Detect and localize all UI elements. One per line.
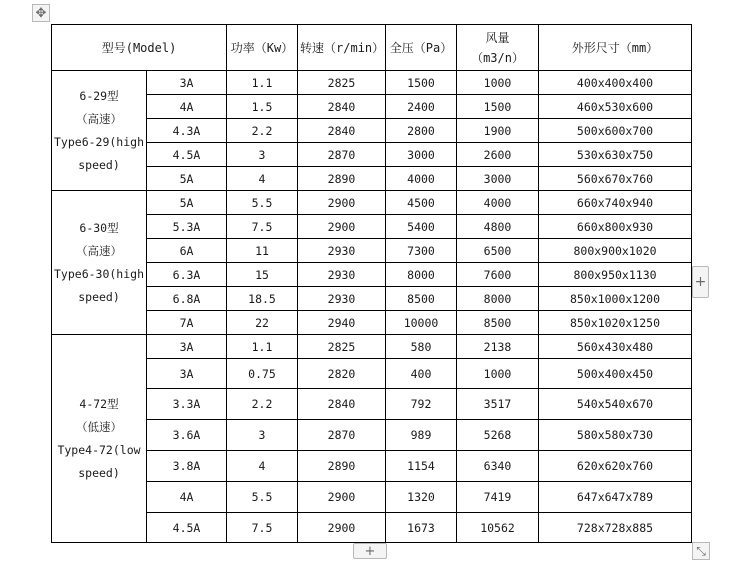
speed-cell: 2930	[298, 239, 386, 263]
model-cell: 3.6A	[147, 420, 227, 451]
speed-cell: 2930	[298, 287, 386, 311]
table-row	[52, 95, 692, 119]
pressure-cell: 989	[386, 420, 457, 451]
speed-cell: 2890	[298, 167, 386, 191]
model-cell: 6.3A	[147, 263, 227, 287]
airflow-cell: 1000	[457, 359, 539, 389]
series-label-line: speed)	[78, 289, 120, 304]
model-cell: 7A	[147, 311, 227, 335]
header-speed: 转速（r/min）	[298, 25, 386, 71]
move-table-handle-icon[interactable]: ✥	[32, 4, 50, 22]
speed-cell: 2870	[298, 420, 386, 451]
series-label-line: （高速）	[76, 243, 122, 258]
table-row	[52, 143, 692, 167]
pressure-cell: 4000	[386, 167, 457, 191]
pressure-cell: 10000	[386, 311, 457, 335]
speed-cell: 2825	[298, 71, 386, 95]
size-cell: 500x400x450	[539, 359, 692, 389]
series-label-line: Type4-72(low	[57, 442, 141, 457]
power-cell: 15	[227, 263, 298, 287]
pressure-cell: 3000	[386, 143, 457, 167]
pressure-cell: 2800	[386, 119, 457, 143]
airflow-cell: 4800	[457, 215, 539, 239]
size-cell: 580x580x730	[539, 420, 692, 451]
power-cell: 4	[227, 451, 298, 482]
series-label-cell	[52, 335, 147, 543]
model-cell: 4.5A	[147, 513, 227, 543]
model-cell: 5A	[147, 167, 227, 191]
power-cell: 7.5	[227, 513, 298, 543]
header-power: 功率（Kw）	[227, 25, 298, 71]
series-label-line: 6-29型	[79, 88, 119, 103]
airflow-cell: 3517	[457, 389, 539, 420]
airflow-cell: 3000	[457, 167, 539, 191]
table-row	[52, 119, 692, 143]
airflow-cell: 6340	[457, 451, 539, 482]
speed-cell: 2820	[298, 359, 386, 389]
pressure-cell: 400	[386, 359, 457, 389]
power-cell: 5.5	[227, 191, 298, 215]
power-cell: 22	[227, 311, 298, 335]
add-row-button[interactable]: +	[353, 543, 387, 559]
model-cell: 6A	[147, 239, 227, 263]
power-cell: 1.5	[227, 95, 298, 119]
pressure-cell: 1154	[386, 451, 457, 482]
power-cell: 3	[227, 143, 298, 167]
pressure-cell: 1673	[386, 513, 457, 543]
size-cell: 620x620x760	[539, 451, 692, 482]
size-cell: 850x1020x1250	[539, 311, 692, 335]
header-pressure: 全压（Pa）	[386, 25, 457, 71]
power-cell: 2.2	[227, 119, 298, 143]
series-label-cell	[52, 191, 147, 335]
speed-cell: 2890	[298, 451, 386, 482]
power-cell: 7.5	[227, 215, 298, 239]
speed-cell: 2930	[298, 263, 386, 287]
header-airflow	[457, 25, 539, 71]
series-label-line: 6-30型	[79, 220, 119, 235]
model-cell: 6.8A	[147, 287, 227, 311]
speed-cell: 2900	[298, 482, 386, 513]
series-label-cell	[52, 71, 147, 191]
size-cell: 660x800x930	[539, 215, 692, 239]
model-cell: 3.3A	[147, 389, 227, 420]
table-row	[52, 389, 692, 420]
airflow-cell: 2600	[457, 143, 539, 167]
airflow-cell: 2138	[457, 335, 539, 359]
header-model: 型号(Model)	[52, 25, 227, 71]
airflow-cell: 4000	[457, 191, 539, 215]
table-row	[52, 335, 692, 359]
model-cell: 5A	[147, 191, 227, 215]
table-row	[52, 513, 692, 543]
pressure-cell: 8000	[386, 263, 457, 287]
size-cell: 460x530x600	[539, 95, 692, 119]
power-cell: 1.1	[227, 335, 298, 359]
header-size: 外形尺寸（mm）	[539, 25, 692, 71]
size-cell: 647x647x789	[539, 482, 692, 513]
table-row	[52, 71, 692, 95]
airflow-cell: 8500	[457, 311, 539, 335]
speed-cell: 2870	[298, 143, 386, 167]
table-row	[52, 167, 692, 191]
add-column-button[interactable]: +	[692, 266, 709, 298]
size-cell: 400x400x400	[539, 71, 692, 95]
model-cell: 5.3A	[147, 215, 227, 239]
size-cell: 800x900x1020	[539, 239, 692, 263]
speed-cell: 2840	[298, 119, 386, 143]
resize-table-handle-icon[interactable]: ⤡	[692, 542, 710, 560]
model-cell: 3A	[147, 71, 227, 95]
power-cell: 0.75	[227, 359, 298, 389]
model-cell: 4A	[147, 95, 227, 119]
pressure-cell: 580	[386, 335, 457, 359]
airflow-cell: 1900	[457, 119, 539, 143]
size-cell: 500x600x700	[539, 119, 692, 143]
pressure-cell: 1320	[386, 482, 457, 513]
power-cell: 5.5	[227, 482, 298, 513]
speed-cell: 2900	[298, 215, 386, 239]
model-cell: 3A	[147, 335, 227, 359]
speed-cell: 2840	[298, 95, 386, 119]
pressure-cell: 7300	[386, 239, 457, 263]
airflow-cell: 1000	[457, 71, 539, 95]
model-cell: 3A	[147, 359, 227, 389]
pressure-cell: 1500	[386, 71, 457, 95]
model-cell: 4A	[147, 482, 227, 513]
fan-spec-table	[51, 24, 692, 543]
series-label-line: Type6-30(high	[54, 266, 145, 281]
pressure-cell: 792	[386, 389, 457, 420]
table-row	[52, 451, 692, 482]
size-cell: 800x950x1130	[539, 263, 692, 287]
size-cell: 540x540x670	[539, 389, 692, 420]
table-row	[52, 239, 692, 263]
airflow-cell: 8000	[457, 287, 539, 311]
series-label-line: speed)	[78, 465, 120, 480]
airflow-cell: 1500	[457, 95, 539, 119]
size-cell: 560x670x760	[539, 167, 692, 191]
table-row	[52, 263, 692, 287]
power-cell: 3	[227, 420, 298, 451]
power-cell: 2.2	[227, 389, 298, 420]
header-row	[52, 25, 692, 71]
table-row	[52, 191, 692, 215]
table-row	[52, 287, 692, 311]
speed-cell: 2900	[298, 513, 386, 543]
header-airflow-line2: （m3/n）	[471, 50, 524, 65]
speed-cell: 2900	[298, 191, 386, 215]
table-row	[52, 311, 692, 335]
series-label-line: （高速）	[76, 111, 122, 126]
pressure-cell: 2400	[386, 95, 457, 119]
pressure-cell: 5400	[386, 215, 457, 239]
power-cell: 18.5	[227, 287, 298, 311]
airflow-cell: 5268	[457, 420, 539, 451]
airflow-cell: 7419	[457, 482, 539, 513]
power-cell: 1.1	[227, 71, 298, 95]
speed-cell: 2825	[298, 335, 386, 359]
power-cell: 11	[227, 239, 298, 263]
size-cell: 728x728x885	[539, 513, 692, 543]
series-label-line: （低速）	[76, 419, 122, 434]
size-cell: 850x1000x1200	[539, 287, 692, 311]
model-cell: 4.3A	[147, 119, 227, 143]
table-row	[52, 215, 692, 239]
speed-cell: 2940	[298, 311, 386, 335]
series-label-line: Type6-29(high	[54, 134, 145, 149]
airflow-cell: 7600	[457, 263, 539, 287]
pressure-cell: 8500	[386, 287, 457, 311]
table-row	[52, 420, 692, 451]
series-label-line: speed)	[78, 157, 120, 172]
airflow-cell: 6500	[457, 239, 539, 263]
header-airflow-line1: 风量	[485, 30, 510, 45]
table-body	[52, 71, 692, 543]
speed-cell: 2840	[298, 389, 386, 420]
size-cell: 660x740x940	[539, 191, 692, 215]
table-row	[52, 359, 692, 389]
model-cell: 3.8A	[147, 451, 227, 482]
airflow-cell: 10562	[457, 513, 539, 543]
series-label-line: 4-72型	[79, 396, 119, 411]
model-cell: 4.5A	[147, 143, 227, 167]
table-row	[52, 482, 692, 513]
size-cell: 560x430x480	[539, 335, 692, 359]
pressure-cell: 4500	[386, 191, 457, 215]
power-cell: 4	[227, 167, 298, 191]
size-cell: 530x630x750	[539, 143, 692, 167]
